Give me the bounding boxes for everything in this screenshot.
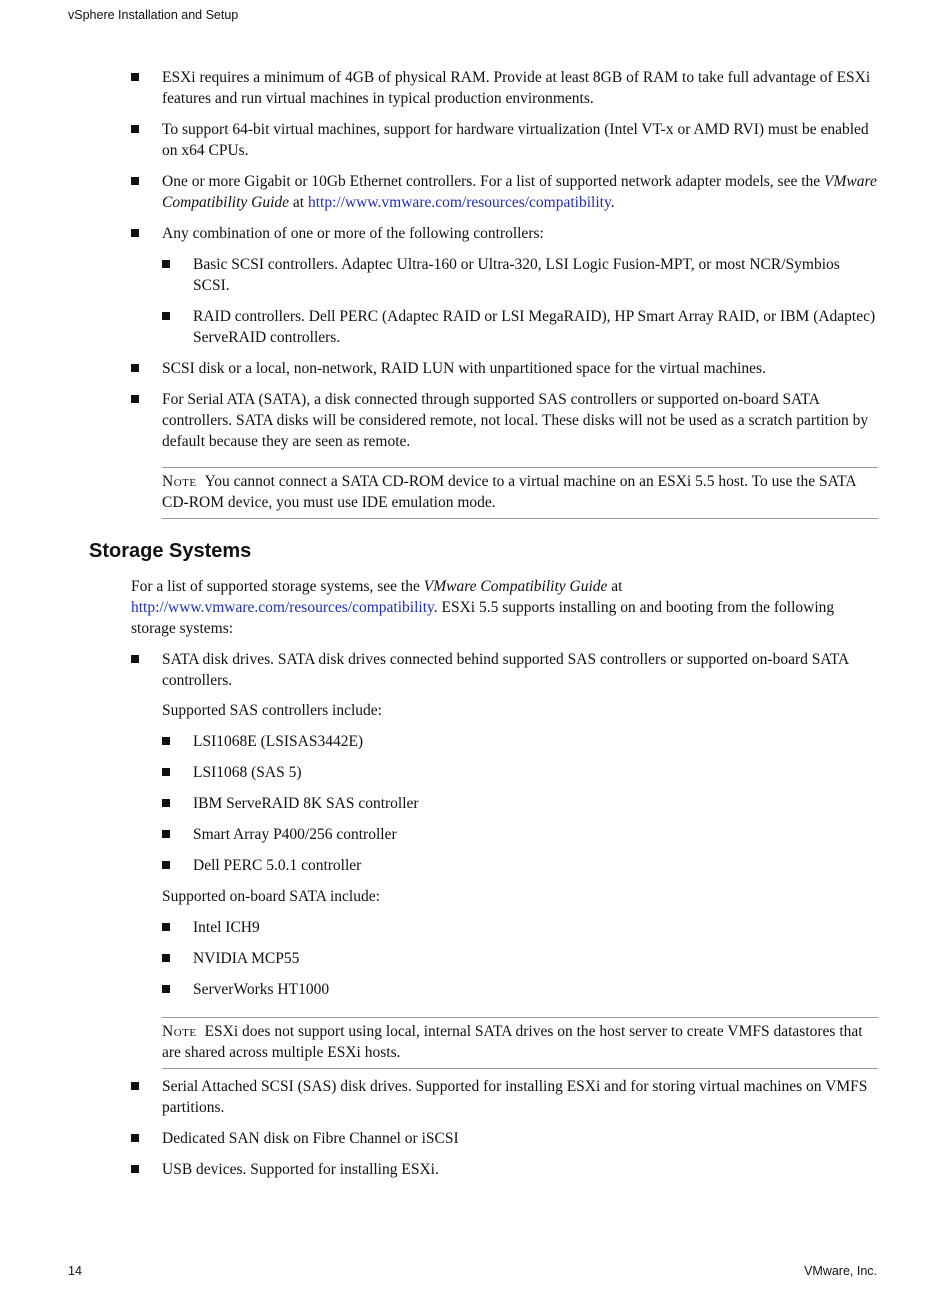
bullet-icon bbox=[162, 830, 170, 838]
note-text: ESXi does not support using local, internal SATA drives on the host server to create VMFS datastores that are shared across multiple ESXi hosts. bbox=[162, 1023, 863, 1061]
note-label: Note bbox=[162, 1023, 197, 1040]
intro-paragraph bbox=[131, 576, 878, 639]
bullet-icon bbox=[162, 923, 170, 931]
sata-item: NVIDIA MCP55 bbox=[193, 950, 300, 967]
bullet-icon bbox=[131, 395, 139, 403]
bullet-icon bbox=[162, 260, 170, 268]
bullet-icon bbox=[162, 954, 170, 962]
note-text: You cannot connect a SATA CD-ROM device to a virtual machine on an ESXi 5.5 host. To use the SATA CD-ROM device, you must use IDE emulation mode. bbox=[162, 473, 856, 511]
paragraph-text: . ESXi 5.5 supports installing on and booting from the following storage systems: bbox=[131, 599, 835, 637]
bullet-icon bbox=[131, 229, 139, 237]
footer-company: VMware, Inc. bbox=[804, 1264, 877, 1278]
sas-item: LSI1068E (LSISAS3442E) bbox=[193, 733, 364, 750]
bullet-icon bbox=[131, 177, 139, 185]
sata-item: ServerWorks HT1000 bbox=[193, 981, 330, 998]
sata-intro: Supported on-board SATA include: bbox=[162, 888, 380, 905]
bullet-icon bbox=[162, 312, 170, 320]
list-item: Dedicated SAN disk on Fibre Channel or iSCSI bbox=[162, 1130, 459, 1147]
list-item-text: at bbox=[289, 194, 308, 211]
list-item: For Serial ATA (SATA), a disk connected through supported SAS controllers or supported on-board SATA controllers. SATA disks will be considered remote, not local. These disks will not be used as a scratch partition by default because they are seen as remote. bbox=[162, 391, 869, 450]
sas-intro: Supported SAS controllers include: bbox=[162, 702, 382, 719]
running-header: vSphere Installation and Setup bbox=[68, 8, 239, 22]
guide-title: VMware Compatibility Guide bbox=[162, 173, 877, 211]
compatibility-link[interactable]: http://www.vmware.com/resources/compatibility bbox=[307, 194, 611, 211]
list-item: USB devices. Supported for installing ESXi. bbox=[162, 1161, 439, 1178]
sub-list-item: Basic SCSI controllers. Adaptec Ultra-160 or Ultra-320, LSI Logic Fusion-MPT, or most NCR/Symbios SCSI. bbox=[193, 256, 840, 294]
sata-item: Intel ICH9 bbox=[193, 919, 260, 936]
bullet-icon bbox=[162, 768, 170, 776]
list-item bbox=[162, 171, 878, 213]
list-item-text: One or more Gigabit or 10Gb Ethernet controllers. For a list of supported network adapter models, see the bbox=[162, 173, 825, 190]
list-item: Serial Attached SCSI (SAS) disk drives. Supported for installing ESXi and for storing virtual machines on VMFS partitions. bbox=[162, 1078, 868, 1116]
bullet-icon bbox=[131, 125, 139, 133]
paragraph-text: For a list of supported storage systems, see the bbox=[131, 578, 424, 595]
list-item: SATA disk drives. SATA disk drives connected behind supported SAS controllers or supported on-board SATA controllers. bbox=[162, 651, 849, 689]
bullet-icon bbox=[131, 1165, 139, 1173]
sub-list-item: RAID controllers. Dell PERC (Adaptec RAID or LSI MegaRAID), HP Smart Array RAID, or IBM (Adaptec) ServeRAID controllers. bbox=[193, 308, 876, 346]
list-item: Any combination of one or more of the following controllers: bbox=[162, 225, 544, 242]
note-box bbox=[162, 467, 878, 519]
list-item: To support 64-bit virtual machines, support for hardware virtualization (Intel VT-x or AMD RVI) must be enabled on x64 CPUs. bbox=[162, 121, 869, 159]
section-heading: Storage Systems bbox=[89, 540, 252, 562]
compatibility-link[interactable]: http://www.vmware.com/resources/compatibility bbox=[131, 599, 434, 616]
list-item: ESXi requires a minimum of 4GB of physical RAM. Provide at least 8GB of RAM to take full advantage of ESXi features and run virtual machines in typical production environments. bbox=[162, 69, 871, 107]
bullet-icon bbox=[162, 861, 170, 869]
paragraph-text: at bbox=[607, 578, 623, 595]
list-item: SCSI disk or a local, non-network, RAID LUN with unpartitioned space for the virtual machines. bbox=[162, 360, 766, 377]
bullet-icon bbox=[131, 1082, 139, 1090]
page-number: 14 bbox=[68, 1264, 82, 1278]
bullet-icon bbox=[131, 364, 139, 372]
sas-item: Smart Array P400/256 controller bbox=[193, 826, 397, 843]
note-box bbox=[162, 1017, 878, 1069]
guide-title: VMware Compatibility Guide bbox=[423, 578, 608, 595]
sas-item: Dell PERC 5.0.1 controller bbox=[193, 857, 362, 874]
bullet-icon bbox=[162, 737, 170, 745]
bullet-icon bbox=[162, 799, 170, 807]
sas-item: IBM ServeRAID 8K SAS controller bbox=[193, 795, 419, 812]
note-label: Note bbox=[162, 473, 197, 490]
bullet-icon bbox=[131, 73, 139, 81]
list-item-text: . bbox=[610, 194, 615, 211]
bullet-icon bbox=[162, 985, 170, 993]
bullet-icon bbox=[131, 1134, 139, 1142]
sas-item: LSI1068 (SAS 5) bbox=[193, 764, 302, 781]
bullet-icon bbox=[131, 655, 139, 663]
